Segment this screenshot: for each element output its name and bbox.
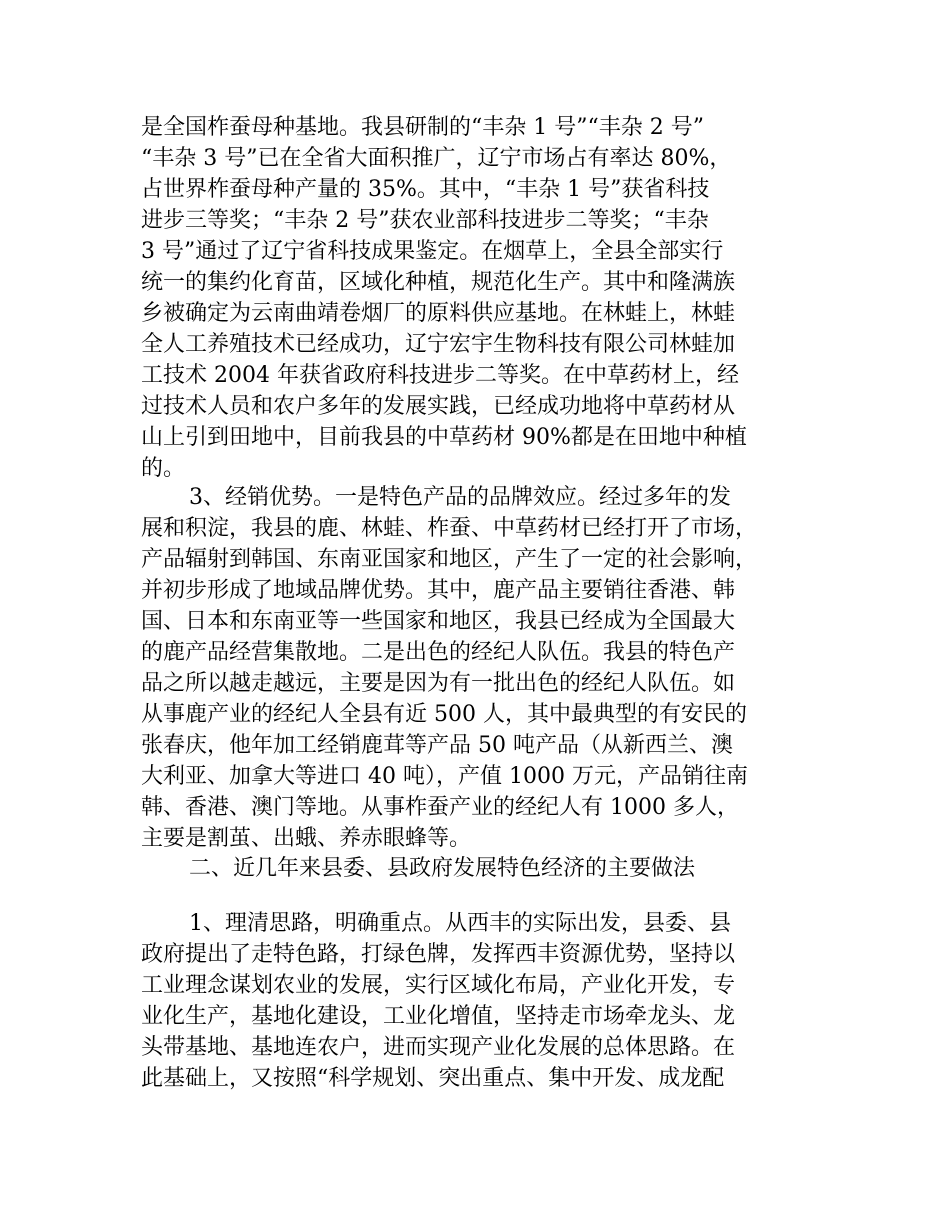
text-line: 的。	[141, 456, 186, 481]
text-line: 展和积淀，我县的鹿、林蛙、柞蚕、中草药材已经打开了市场，	[141, 516, 758, 541]
text-line: 的鹿产品经营集散地。二是出色的经纪人队伍。我县的特色产	[141, 640, 736, 665]
paragraph-sales-advantage	[141, 482, 831, 854]
text-line: 主要是割茧、出蛾、养赤眼蜂等。	[141, 826, 472, 851]
text-line: 过技术人员和农户多年的发展实践，已经成功地将中草药材从	[141, 394, 736, 419]
section-heading-main-practices	[141, 853, 831, 884]
text-line: 山上引到田地中，目前我县的中草药材 90%都是在田地中种植	[141, 425, 747, 450]
text-line: 进步三等奖；“丰杂 2 号”获农业部科技进步二等奖；“丰杂	[141, 208, 709, 233]
text-line: 统一的集约化育苗，区域化种植，规范化生产。其中和隆满族	[141, 270, 736, 295]
text-line: 是全国柞蚕母种基地。我县研制的“丰杂 1 号”“丰杂 2 号”	[141, 115, 704, 140]
text-line: 从事鹿产业的经纪人全县有近 500 人，其中最典型的有安民的	[141, 702, 747, 727]
text-line: 工业理念谋划农业的发展，实行区域化布局，产业化开发，专	[141, 973, 736, 998]
text-line: 1、理清思路，明确重点。从西丰的实际出发，县委、县	[189, 911, 731, 936]
text-line: 3、经销优势。一是特色产品的品牌效应。经过多年的发	[189, 485, 731, 510]
text-line: 产品辐射到韩国、东南亚国家和地区，产生了一定的社会影响，	[141, 547, 758, 572]
paragraph-clarify-thinking	[141, 908, 831, 1094]
text-line: 3 号”通过了辽宁省科技成果鉴定。在烟草上，全县全部实行	[141, 239, 724, 264]
text-line: 国、日本和东南亚等一些国家和地区，我县已经成为全国最大	[141, 609, 736, 634]
text-line: 占世界柞蚕母种产量的 35%。其中，“丰杂 1 号”获省科技	[141, 177, 710, 202]
text-line: “丰杂 3 号”已在全省大面积推广，辽宁市场占有率达 80%，	[141, 146, 732, 171]
text-line: 业化生产，基地化建设，工业化增值，坚持走市场牵龙头、龙	[141, 1004, 736, 1029]
text-line: 乡被确定为云南曲靖卷烟厂的原料供应基地。在林蛙上，林蛙	[141, 301, 736, 326]
text-line: 此基础上，又按照“科学规划、突出重点、集中开发、成龙配	[141, 1066, 725, 1091]
text-line: 政府提出了走特色路，打绿色牌，发挥西丰资源优势，坚持以	[141, 942, 736, 967]
text-line: 二、近几年来县委、县政府发展特色经济的主要做法	[189, 856, 696, 881]
paragraph-silkworm-tobacco-frog-herbs	[141, 112, 831, 484]
text-line: 全人工养殖技术已经成功，辽宁宏宇生物科技有限公司林蛙加	[141, 332, 736, 357]
text-line: 韩、香港、澳门等地。从事柞蚕产业的经纪人有 1000 多人，	[141, 795, 739, 820]
text-line: 并初步形成了地域品牌优势。其中，鹿产品主要销往香港、韩	[141, 578, 736, 603]
text-line: 大利亚、加拿大等进口 40 吨），产值 1000 万元，产品销往南	[141, 764, 748, 789]
text-line: 工技术 2004 年获省政府科技进步二等奖。在中草药材上，经	[141, 363, 739, 388]
text-line: 头带基地、基地连农户，进而实现产业化发展的总体思路。在	[141, 1035, 736, 1060]
text-line: 品之所以越走越远，主要是因为有一批出色的经纪人队伍。如	[141, 671, 736, 696]
text-line: 张春庆，他年加工经销鹿茸等产品 50 吨产品（从新西兰、澳	[141, 733, 733, 758]
